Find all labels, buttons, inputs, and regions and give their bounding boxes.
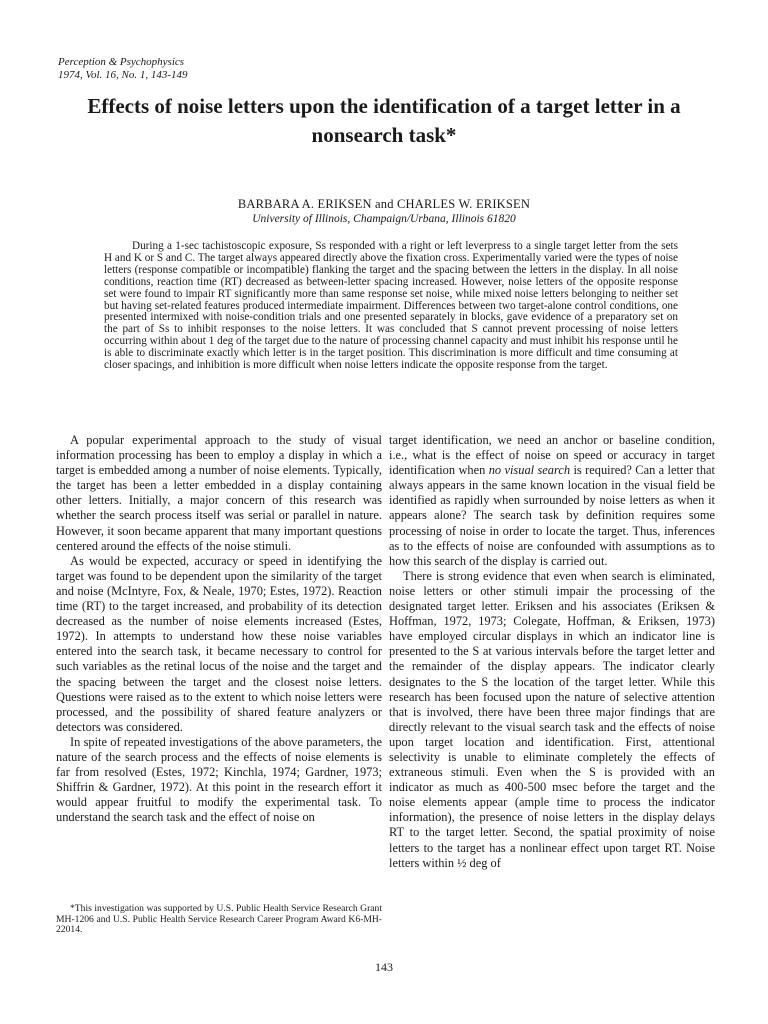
body-column-right (389, 433, 715, 871)
abstract: During a 1-sec tachistoscopic exposure, Ss responded with a right or left leverpress to a single target letter from the sets H and K or S and C. The target always appeared directly above the fixation cross. Experimentally varied were the types of noise letters (response compatible or incompatible) flanking the target and the spacing between the letters in the display. In all noise conditions, reaction time (RT) decreased as between-letter spacing increased. However, noise letters of the opposite response set were found to impair RT significantly more than same response set noise, while mixed noise letters belonging to neither set but having set-related features produced intermediate impairment. Differences between two target-alone control conditions, one presented intermixed with noise-condition trials and one presented separately in blocks, gave evidence of a preparatory set on the part of Ss to inhibit responses to the noise letters. It was concluded that S cannot prevent processing of noise letters occurring within about 1 deg of the target due to the nature of processing channel capacity and must inhibit his response until he is able to discriminate exactly which letter is in the target position. This discrimination is more difficult and time consuming at closer spacings, and inhibition is more difficult when noise letters indicate the opposite response from the target. (104, 240, 678, 372)
journal-name: Perception & Psychophysics (58, 56, 185, 68)
body-paragraph-continued (389, 433, 715, 569)
author-affiliation: University of Illinois, Champaign/Urbana, Illinois 61820 (252, 213, 516, 225)
text-run: target identification, we need an anchor or baseline condition, i.e., what is the effect of noise on speed or accuracy in target identification when (389, 433, 715, 478)
body-paragraph: As would be expected, accuracy or speed in identifying the target was found to be dependent upon the similarity of the target and noise (McIntyre, Fox, & Neale, 1970; Estes, 1972). Reaction time (RT) to the target increased, and probability of its detection decreased as the number of noise elements increased (Estes, 1972). In attempts to understand how these noise variables entered into the search task, it became necessary to control for such variables as the retinal locus of the noise and the target and the spacing between the target and the closest noise letters. Questions were raised as to the extent to which noise letters were processed, and the possibility of shared feature analyzers or detectors was considered. (56, 553, 382, 734)
article-title: Effects of noise letters upon the identification of a target letter in a nonsearch task* (87, 94, 681, 147)
emphasized-text: no visual search (488, 463, 571, 478)
funding-footnote: *This investigation was supported by U.S. Public Health Service Research Grant MH-1206 and U.S. Public Health Service Research Career Program Award K6-MH-22014. (56, 903, 382, 936)
author-names: BARBARA A. ERIKSEN and CHARLES W. ERIKSEN (237, 197, 531, 211)
body-column-left (56, 433, 382, 825)
body-paragraph: There is strong evidence that even when search is eliminated, noise letters or other stimuli impair the processing of the designated target letter. Eriksen and his associates (Eriksen & Hoffman, 1972, 1973; Colegate, Hoffman, & Eriksen, 1973) have employed circular displays in which an indicator line is presented to the S at various intervals before the target letter and the remainder of the display appears. The indicator clearly designates to the S the location of the target letter. While this research has been focused upon the nature of selective attention that is involved, there have been three major findings that are directly relevant to the visual search task and the effects of noise upon target location and identification. First, attentional selectivity is unable to eliminate completely the effects of extraneous stimuli. Even when the S is provided with an indicator as much as 400-500 msec before the target and the noise elements appear (ample time to process the indicator information), the presence of noise letters in the display delays RT to the target letter. Second, the spatial proximity of noise letters to the target has a nonlinear effect upon target RT. Noise letters within ½ deg of (389, 568, 715, 870)
text-run: is required? Can a letter that always appears in the same known location in the visual field be identified as rapidly when surrounded by noise letters as when it appears alone? The search task by definition requires some processing of noise in order to locate the target. Thus, inferences as to the effects of noise are confounded with assumptions as to how this search of the display is carried out. (389, 463, 715, 568)
body-paragraph: In spite of repeated investigations of the above parameters, the nature of the search process and the effects of noise elements is far from resolved (Estes, 1972; Kinchla, 1974; Gardner, 1973; Shiffrin & Gardner, 1972). At this point in the research effort it would appear fruitful to modify the experimental task. To understand the search task and the effect of noise on (56, 734, 382, 825)
journal-header (58, 56, 188, 82)
body-paragraph: A popular experimental approach to the study of visual information processing has been to employ a display in which a target is embedded among a number of noise elements. Typically, the target has been a letter embedded in a display containing other letters. Initially, a major concern of this research was whether the search process itself was serial or parallel in nature. However, it soon became apparent that many important questions centered around the effects of the noise stimuli. (56, 433, 382, 553)
page-number: 143 (375, 960, 393, 974)
journal-citation: 1974, Vol. 16, No. 1, 143-149 (58, 69, 188, 81)
